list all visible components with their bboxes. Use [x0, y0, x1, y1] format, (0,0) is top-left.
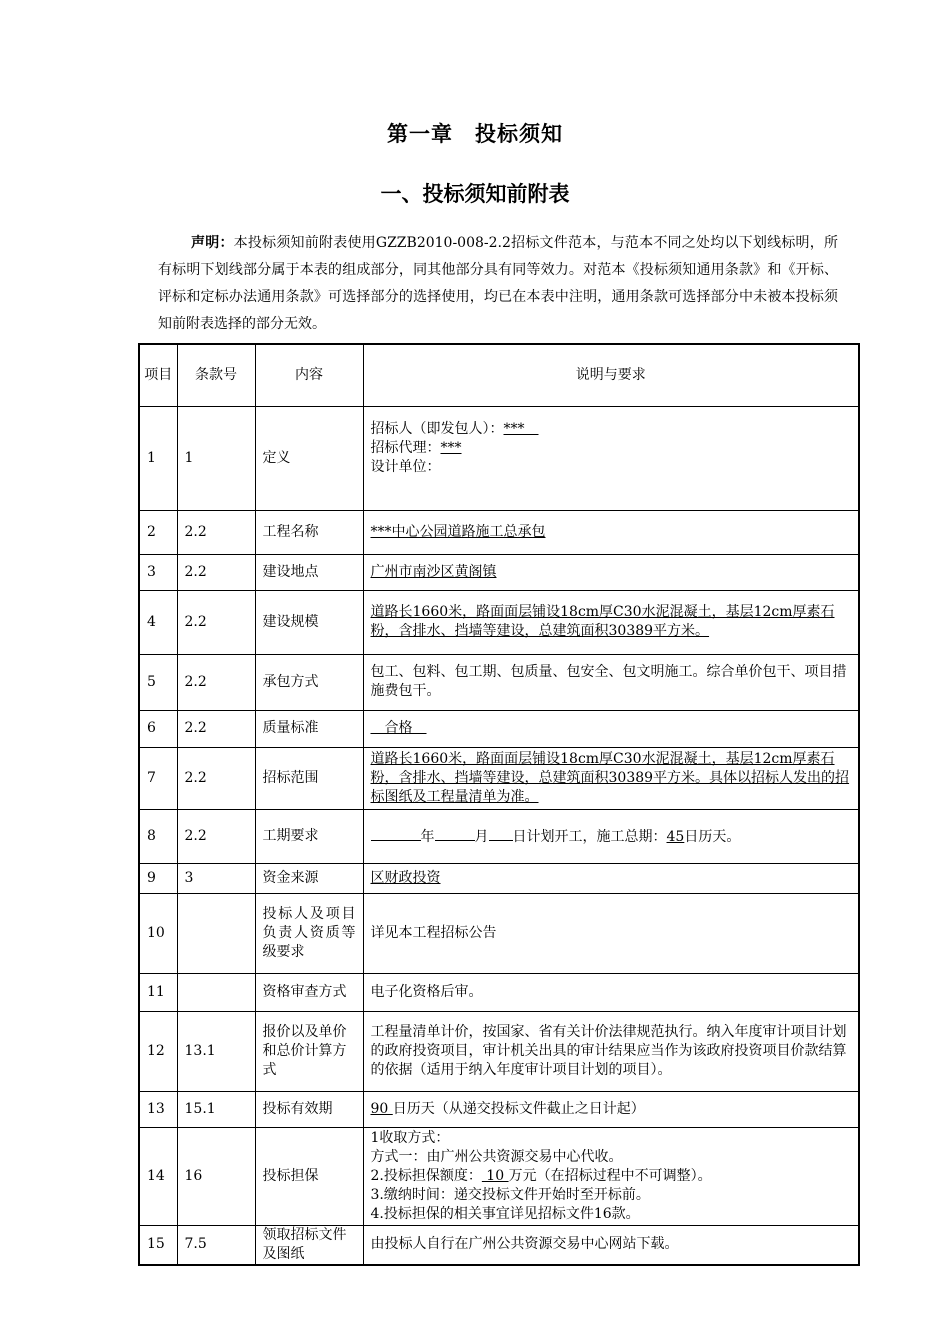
cell-no: 10: [139, 893, 177, 973]
cell-content: 建设规模: [255, 590, 363, 654]
blank-day: [489, 825, 513, 841]
cell-no: 14: [139, 1127, 177, 1225]
cell-clause: 2.2: [177, 710, 255, 747]
cell-clause: 2.2: [177, 510, 255, 554]
table-row: [139, 590, 859, 654]
section-title: 一、投标须知前附表: [380, 182, 570, 206]
cell-clause: 16: [177, 1127, 255, 1225]
cell-no: 12: [139, 1011, 177, 1091]
cell-desc: [363, 1127, 859, 1225]
guarantee-line: 方式一：由广州公共资源交易中心代收。: [370, 1148, 623, 1165]
cell-no: 4: [139, 590, 177, 654]
desc-underlined: 区财政投资: [370, 869, 441, 886]
cell-desc: [363, 554, 859, 590]
cell-content: 建设地点: [255, 554, 363, 590]
desc-prefix: 设计单位：: [370, 459, 441, 475]
guarantee-line: 1收取方式：: [370, 1129, 450, 1146]
table-row: [139, 809, 859, 863]
table-row: [139, 554, 859, 590]
table-header-row: [139, 344, 859, 406]
cell-no: 7: [139, 747, 177, 809]
cell-desc: [363, 510, 859, 554]
desc-underlined: ***: [440, 440, 462, 456]
cell-desc: [363, 710, 859, 747]
cell-clause: 2.2: [177, 747, 255, 809]
chapter-title: 第一章 投标须知: [387, 122, 563, 146]
desc-underlined: ***: [503, 421, 539, 437]
guarantee-line: 4.投标担保的相关事宜详见招标文件16款。: [370, 1205, 640, 1222]
cell-no: 1: [139, 406, 177, 510]
cell-content: 投标人及项目负责人资质等级要求: [255, 893, 363, 973]
table-row: [139, 1127, 859, 1225]
cell-content: 资金来源: [255, 863, 363, 893]
table-row: [139, 893, 859, 973]
cell-no: 13: [139, 1091, 177, 1127]
cell-clause: 2.2: [177, 654, 255, 710]
cell-content: 工期要求: [255, 809, 363, 863]
desc-underlined: 道路长1660米，路面面层铺设18cm厚C30水泥混凝土，基层12cm厚素石粉，含排水、挡墙等建设，总建筑面积30389平方米。: [370, 604, 835, 639]
cell-no: 6: [139, 710, 177, 747]
table-row: [139, 747, 859, 809]
desc-underlined: 广州市南沙区黄阁镇: [370, 563, 497, 580]
cell-content: 定义: [255, 406, 363, 510]
cell-desc: 包工、包料、包工期、包质量、包安全、包文明施工。综合单价包干、项目措施费包干。: [363, 654, 859, 710]
cell-no: 2: [139, 510, 177, 554]
table-row: [139, 1011, 859, 1091]
table-row: [139, 710, 859, 747]
cell-clause: [177, 893, 255, 973]
cell-content: 招标范围: [255, 747, 363, 809]
cell-content: 投标担保: [255, 1127, 363, 1225]
cell-content: 领取招标文件及图纸: [255, 1225, 363, 1265]
cell-content: 承包方式: [255, 654, 363, 710]
guarantee-line: 3.缴纳时间：递交投标文件开始时至开标前。: [370, 1186, 650, 1203]
cell-desc: 电子化资格后审。: [363, 973, 859, 1011]
cell-clause: 1: [177, 406, 255, 510]
cell-clause: 7.5: [177, 1225, 255, 1265]
cell-no: 5: [139, 654, 177, 710]
cell-content: 报价以及单价和总价计算方式: [255, 1011, 363, 1091]
cell-clause: 2.2: [177, 809, 255, 863]
cell-no: 15: [139, 1225, 177, 1265]
cell-desc: [363, 1091, 859, 1127]
guarantee-amount-label: 2.投标担保额度：: [370, 1167, 482, 1184]
cell-content: 资格审查方式: [255, 973, 363, 1011]
schedule-days: 45: [666, 829, 685, 845]
bid-instructions-table: [138, 343, 860, 1266]
cell-clause: 3: [177, 863, 255, 893]
cell-no: 9: [139, 863, 177, 893]
cell-content: 投标有效期: [255, 1091, 363, 1127]
validity-rest: 日历天（从递交投标文件截止之日计起）: [392, 1100, 645, 1117]
cell-desc: 工程量清单计价，按国家、省有关计价法律规范执行。纳入年度审计项目计划的政府投资项目，审计机关出具的审计结果应当作为该政府投资项目价款结算的依据（适用于纳入年度审计项目计划的项目）。: [363, 1011, 859, 1091]
desc-underlined: ***中心公园道路施工总承包: [370, 523, 546, 540]
header-clause: 条款号: [177, 344, 255, 406]
desc-underlined: 道路长1660米，路面面层铺设18cm厚C30水泥混凝土，基层12cm厚素石粉，含排水、挡墙等建设，总建筑面积30389平方米。具体以招标人发出的招标图纸及工程量清单为准。: [370, 750, 850, 805]
desc-prefix: 招标代理：: [370, 440, 441, 456]
cell-clause: 2.2: [177, 554, 255, 590]
cell-desc: [363, 406, 859, 510]
cell-clause: 2.2: [177, 590, 255, 654]
guarantee-amount-rest: 万元（在招标过程中不可调整）。: [508, 1167, 712, 1184]
cell-clause: 15.1: [177, 1091, 255, 1127]
cell-desc: 由投标人自行在广州公共资源交易中心网站下载。: [363, 1225, 859, 1265]
blank-month: [435, 825, 475, 841]
schedule-month: 月: [474, 829, 489, 845]
validity-days: 90: [370, 1100, 393, 1117]
table-row: [139, 654, 859, 710]
header-content: 内容: [255, 344, 363, 406]
desc-underlined: 合格: [370, 720, 427, 736]
header-desc: 说明与要求: [363, 344, 859, 406]
table-row: [139, 973, 859, 1011]
cell-desc: 详见本工程招标公告: [363, 893, 859, 973]
cell-clause: 13.1: [177, 1011, 255, 1091]
schedule-day-text: 日计划开工，施工总期：: [512, 829, 667, 845]
desc-prefix: 招标人（即发包人）：: [370, 421, 504, 437]
cell-desc: [363, 863, 859, 893]
table-row: [139, 863, 859, 893]
table-row: [139, 510, 859, 554]
table-row: [139, 1091, 859, 1127]
cell-desc: [363, 590, 859, 654]
blank-year: [371, 825, 421, 841]
statement-label: 声明：: [191, 235, 234, 251]
table-row: [139, 1225, 859, 1265]
table-row: [139, 406, 859, 510]
schedule-suffix: 日历天。: [684, 829, 741, 845]
cell-desc: [363, 747, 859, 809]
statement-paragraph: [158, 230, 838, 338]
cell-content: 工程名称: [255, 510, 363, 554]
schedule-year: 年: [420, 829, 435, 845]
cell-no: 11: [139, 973, 177, 1011]
cell-content: 质量标准: [255, 710, 363, 747]
statement-text: 本投标须知前附表使用GZZB2010-008-2.2招标文件范本，与范本不同之处均以下划线标明，所有标明下划线部分属于本表的组成部分，同其他部分具有同等效力。对范本《投标须知通用条款》和《开标、评标和定标办法通用条款》可选择部分的选择使用，均已在本表中注明，通用条款可选择部分中未被本投标须知前附表选择的部分无效。: [158, 235, 838, 332]
guarantee-amount: 10: [481, 1167, 509, 1184]
cell-desc: [363, 809, 859, 863]
header-item: 项目: [139, 344, 177, 406]
cell-clause: [177, 973, 255, 1011]
cell-no: 8: [139, 809, 177, 863]
cell-no: 3: [139, 554, 177, 590]
